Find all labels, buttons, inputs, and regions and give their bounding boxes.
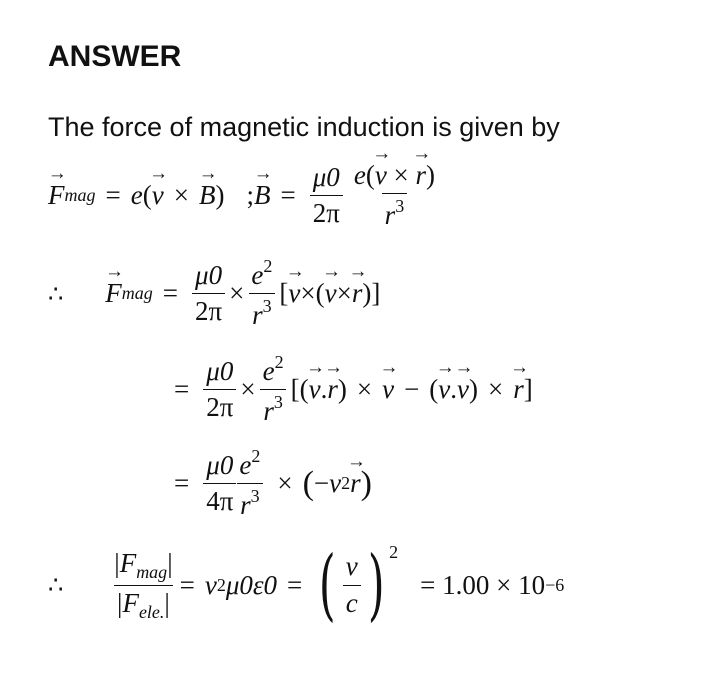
fraction-mu0-2pi: $\frac{\mu 0}{2\pi}$	[192, 260, 225, 327]
result-value: = 1.00 × 10	[420, 569, 546, 600]
equation-step-1: ∴ → F mag = $\frac{\mu 0}{2\pi}$ × $\frac{e^2}{r^3}$ [ → v × ( → v × → r ) ]	[48, 256, 380, 331]
force-symbol: → F	[48, 180, 65, 211]
equation-step-3: = $\frac{\mu 0}{4\pi}$ $\frac{e^2}{r^3}$ × ( − v 2 → r )	[174, 446, 372, 521]
fraction-mu0-4pi: $\frac{\mu 0}{4\pi}$	[203, 450, 236, 517]
v-over-c-squared: ( $\frac{v}{c}$ ) 2	[319, 540, 399, 630]
field-vector: → B	[199, 180, 216, 211]
velocity-vector: → v	[152, 180, 164, 211]
therefore-symbol: ∴	[48, 279, 64, 308]
paren: (	[142, 180, 152, 211]
equation-step-2: = $\frac{\mu 0}{2\pi}$ × $\frac{e^2}{r^3}$ [ ( → v . → r ) × → v − ( → v . → v ) × → r ]	[174, 352, 533, 427]
equation-ratio: ∴ $\frac{|F_{mag}|}{|F_{ele.}|}$ = v 2 μ0 ε0 = ( $\frac{v}{c}$ ) 2 = 1.00 × 10 −6	[48, 540, 565, 630]
cross-sign: ×	[173, 180, 189, 211]
fraction-evxr-r3: $\frac{e(\to v \times \to r)}{r^3}$	[351, 160, 438, 231]
fraction-e2-r3: $\frac{e^2}{r^3}$	[248, 256, 275, 331]
mag-subscript: mag	[64, 185, 96, 206]
result-exponent: −6	[545, 574, 565, 595]
intro-text: The force of magnetic induction is given by	[48, 112, 560, 142]
equals-sign: =	[162, 278, 179, 309]
field-vector: → B	[254, 180, 271, 211]
fraction-force-ratio: $\frac{|F_{mag}|}{|F_{ele.}|}$	[114, 547, 173, 622]
equation-force-definition	[48, 160, 442, 231]
equals-sign: =	[280, 180, 296, 211]
times-sign: ×	[229, 278, 245, 309]
times-sign: ×	[240, 374, 256, 405]
answer-heading: ANSWER	[48, 40, 182, 73]
paren: )	[215, 180, 225, 211]
equals-sign: =	[179, 569, 195, 600]
fraction-mu0-2pi: $\frac{\mu 0}{2\pi}$	[310, 162, 343, 229]
equals-sign: =	[174, 468, 190, 499]
therefore-symbol: ∴	[48, 571, 64, 599]
equals-sign: =	[105, 180, 121, 211]
fraction-mu0-2pi: $\frac{\mu 0}{2\pi}$	[203, 356, 236, 423]
force-symbol: → F	[105, 278, 122, 309]
mag-subscript: mag	[121, 283, 153, 304]
equals-sign: =	[174, 374, 190, 405]
semicolon: ;	[246, 180, 254, 211]
fraction-e2-r3: $\frac{e^2}{r^3}$	[236, 446, 263, 521]
fraction-e2-r3: $\frac{e^2}{r^3}$	[260, 352, 287, 427]
charge-symbol: e	[130, 180, 143, 211]
